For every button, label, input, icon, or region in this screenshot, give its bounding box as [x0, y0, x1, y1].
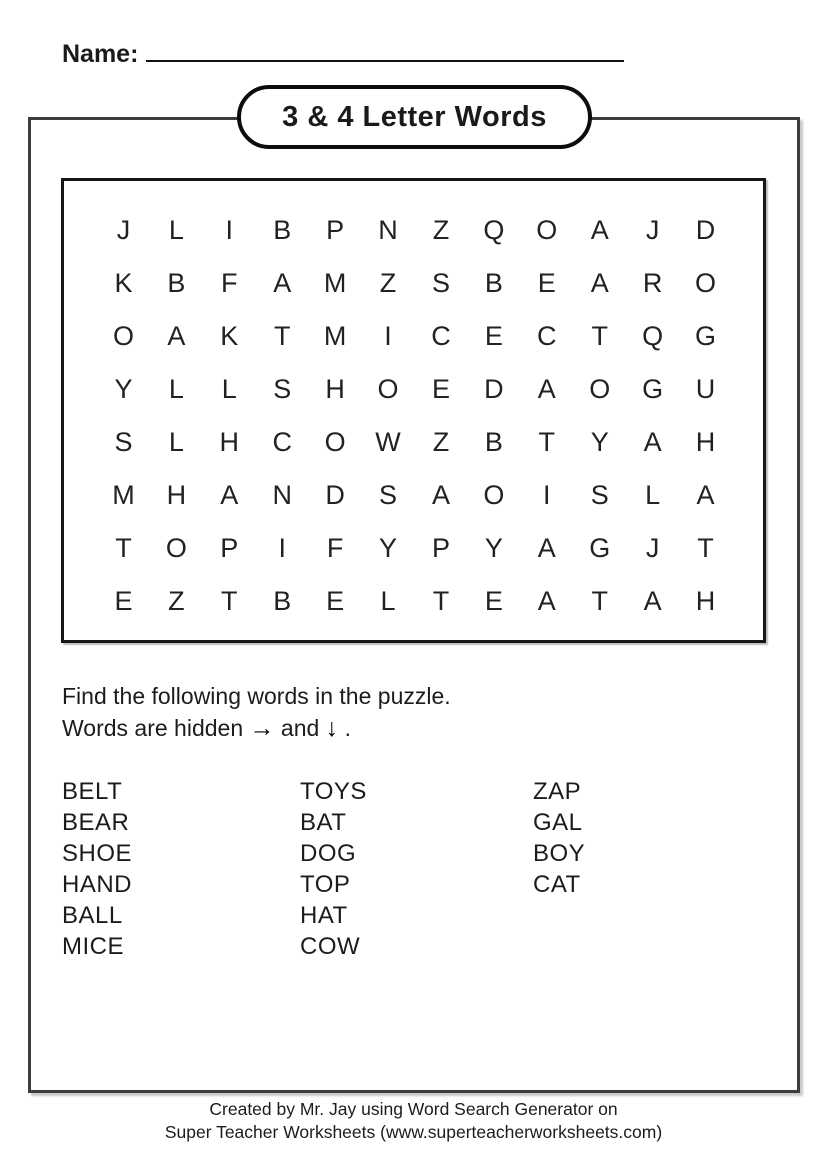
grid-letter: C: [537, 321, 557, 351]
grid-letter: E: [114, 586, 133, 616]
name-label: Name:: [62, 40, 139, 68]
grid-letter: S: [273, 374, 292, 404]
grid-letter: E: [484, 586, 503, 616]
grid-letter: S: [431, 268, 450, 298]
grid-letter: S: [114, 427, 133, 457]
grid-letter: E: [326, 586, 345, 616]
grid-letter: Z: [432, 427, 450, 457]
grid-letter: M: [112, 480, 135, 510]
instructions-conjunction: and: [280, 715, 320, 741]
word-list-column: [300, 776, 533, 962]
word-list-item: CAT: [533, 871, 581, 898]
grid-letter: S: [379, 480, 398, 510]
grid-letter: Y: [484, 533, 503, 563]
grid-letter: U: [695, 374, 716, 404]
grid-letter: O: [324, 427, 346, 457]
grid-letter: N: [378, 215, 398, 245]
word-list-item: BALL: [62, 902, 123, 929]
grid-letter: R: [642, 268, 663, 298]
grid-letter: S: [590, 480, 609, 510]
word-list-item: BAT: [300, 809, 347, 836]
grid-letter: B: [273, 215, 292, 245]
grid-letter: A: [220, 480, 239, 510]
grid-letter: Q: [642, 321, 664, 351]
word-list-item: HAND: [62, 871, 133, 898]
grid-letter: I: [543, 480, 551, 510]
grid-letter: C: [431, 321, 451, 351]
grid-letter: O: [695, 268, 717, 298]
grid-letter: Y: [590, 427, 609, 457]
grid-letter: F: [221, 268, 238, 298]
grid-letter: T: [221, 586, 238, 616]
grid-letter: L: [380, 586, 396, 616]
grid-letter: D: [695, 215, 716, 245]
grid-letter: A: [643, 586, 662, 616]
grid-letter: A: [696, 480, 715, 510]
grid-letter: K: [114, 268, 133, 298]
word-list-item: BELT: [62, 778, 123, 805]
grid-letter: M: [323, 268, 347, 298]
grid-letter: I: [225, 215, 234, 245]
grid-letter: P: [220, 533, 239, 563]
grid-letter: D: [484, 374, 504, 404]
grid-letter: Y: [379, 533, 398, 563]
grid-letter: G: [695, 321, 717, 351]
grid-letter: A: [537, 374, 556, 404]
word-list-item: BEAR: [62, 809, 130, 836]
word-list-item: GAL: [533, 809, 583, 836]
page-title: 3 & 4 Letter Words: [282, 100, 547, 133]
grid-letter: B: [273, 586, 292, 616]
grid-letter: P: [431, 533, 450, 563]
grid-letter: Z: [168, 586, 185, 616]
puzzle-grid-box: [61, 178, 766, 643]
word-list-item: COW: [300, 933, 361, 960]
word-list-item: BOY: [533, 840, 586, 867]
grid-letter: N: [272, 480, 292, 510]
grid-letter: T: [538, 427, 556, 457]
grid-letter: P: [326, 215, 345, 245]
word-list: [62, 776, 702, 962]
grid-letter: D: [325, 480, 345, 510]
grid-letter: G: [642, 374, 664, 404]
grid-letter: J: [645, 215, 660, 245]
grid-letter: L: [645, 480, 661, 510]
grid-letter: H: [325, 374, 345, 404]
grid-letter: I: [278, 533, 286, 563]
grid-letter: C: [272, 427, 292, 457]
grid-letter: A: [537, 533, 556, 563]
grid-letter: H: [695, 427, 716, 457]
grid-letter: E: [537, 268, 556, 298]
word-list-item: DOG: [300, 840, 357, 867]
grid-letter: K: [220, 321, 239, 351]
grid-letter: H: [219, 427, 240, 457]
instructions: [62, 680, 451, 744]
grid-letter: A: [167, 321, 186, 351]
down-arrow-icon: ↓: [325, 714, 339, 742]
grid-letter: H: [166, 480, 187, 510]
name-row: [62, 36, 624, 69]
grid-letter: E: [431, 374, 450, 404]
word-list-item: TOYS: [300, 778, 367, 805]
grid-letter: O: [112, 321, 134, 351]
grid-letter: L: [168, 215, 184, 245]
footer-line1: Created by Mr. Jay using Word Search Generator on: [209, 1099, 618, 1119]
grid-letter: A: [643, 427, 662, 457]
grid-letter: A: [273, 268, 292, 298]
word-list-item: HAT: [300, 902, 348, 929]
grid-letter: O: [377, 374, 399, 404]
grid-letter: Z: [379, 268, 397, 298]
grid-letter: E: [484, 321, 503, 351]
instructions-line2: [62, 712, 451, 744]
letter-grid: [97, 204, 732, 628]
grid-letter: J: [116, 215, 131, 245]
word-list-item: MICE: [62, 933, 124, 960]
instructions-line2-suffix: .: [344, 715, 351, 741]
word-list-item: TOP: [300, 871, 351, 898]
grid-letter: O: [483, 480, 505, 510]
grid-letter: T: [432, 586, 450, 616]
word-list-item: SHOE: [62, 840, 133, 867]
grid-letter: O: [165, 533, 187, 563]
grid-letter: B: [484, 268, 503, 298]
grid-letter: T: [591, 586, 608, 616]
grid-letter: A: [431, 480, 450, 510]
grid-letter: J: [645, 533, 660, 563]
grid-letter: F: [326, 533, 344, 563]
right-arrow-icon: →: [249, 714, 275, 742]
grid-letter: B: [167, 268, 186, 298]
word-list-column: [533, 776, 585, 962]
footer-credit: [0, 1098, 827, 1144]
grid-letter: G: [589, 533, 611, 563]
grid-letter: T: [273, 321, 291, 351]
instructions-line1: Find the following words in the puzzle.: [62, 683, 451, 709]
grid-letter: Y: [114, 374, 133, 404]
grid-letter: I: [384, 321, 392, 351]
grid-letter: H: [695, 586, 716, 616]
grid-letter: Q: [483, 215, 505, 245]
grid-letter: L: [168, 427, 184, 457]
grid-letter: L: [168, 374, 184, 404]
name-blank-line: [146, 36, 624, 62]
grid-letter: O: [536, 215, 558, 245]
word-list-column: [62, 776, 300, 962]
grid-letter: A: [590, 215, 609, 245]
footer-line2: Super Teacher Worksheets (www.superteacherworksheets.com): [164, 1122, 663, 1142]
grid-letter: Z: [432, 215, 450, 245]
instructions-line2-prefix: Words are hidden: [62, 715, 244, 741]
grid-letter: T: [591, 321, 608, 351]
title-badge: [237, 85, 592, 149]
grid-letter: T: [697, 533, 714, 563]
grid-letter: M: [323, 321, 347, 351]
word-list-item: ZAP: [533, 778, 582, 805]
grid-letter: O: [589, 374, 611, 404]
grid-letter: B: [484, 427, 503, 457]
grid-letter: W: [375, 427, 401, 457]
grid-letter: L: [221, 374, 237, 404]
grid-letter: T: [115, 533, 132, 563]
grid-letter: A: [537, 586, 556, 616]
grid-letter: A: [590, 268, 609, 298]
